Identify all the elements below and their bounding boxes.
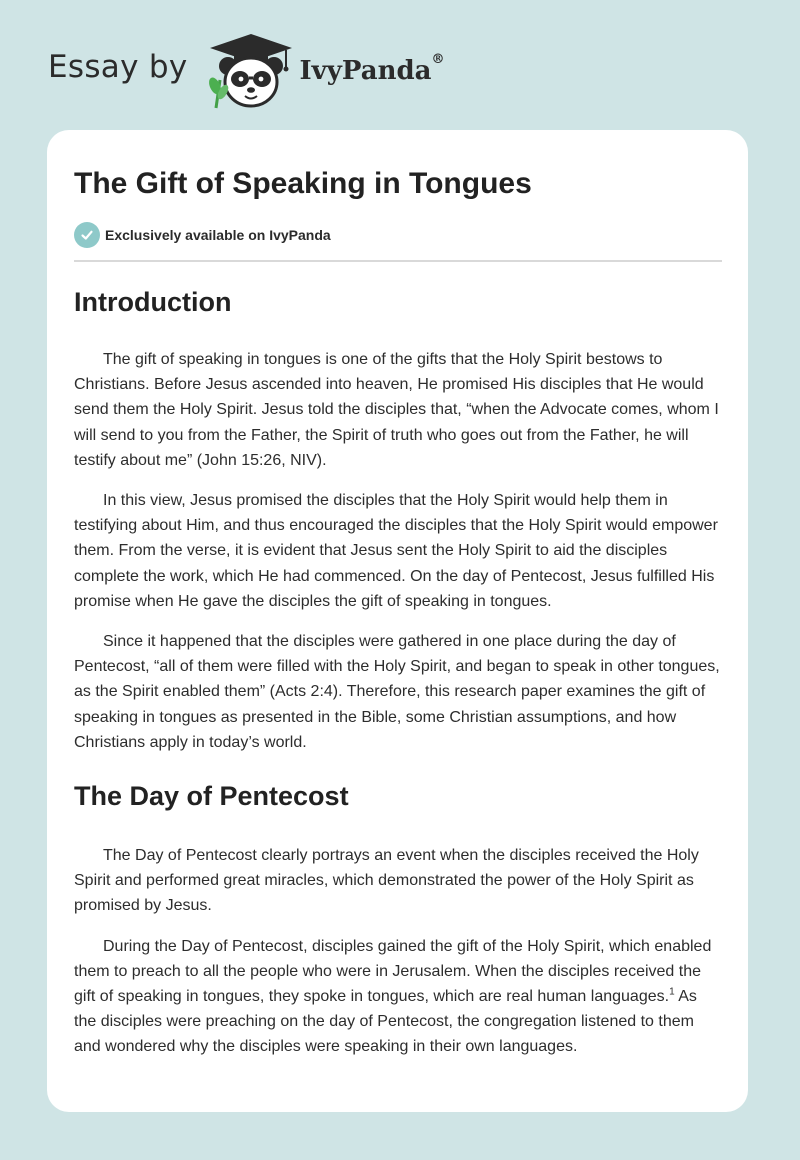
section-heading: Introduction [74,287,232,317]
paragraph: In this view, Jesus promised the disciples that the Holy Spirit would help them in testifying about Him, and thus encouraged the disciples that the Holy Spirit would empower them. From the verse, it is evident that Jesus sent the Holy Spirit to aid the disciples complete the work, which He had commenced. On the day of Pentecost, Jesus fulfilled His promise when He gave the disciples the gift of speaking in tongues. [74,492,718,610]
paragraph: The Day of Pentecost clearly portrays an event when the disciples received the Holy Spirit and performed great miracles, which demonstrated the power of the Holy Spirit as promised by Jesus. [74,847,699,915]
section-introduction [74,282,722,755]
site-header [48,30,445,110]
paragraph: Since it happened that the disciples were gathered in one place during the day of Pentecost, “all of them were filled with the Holy Spirit, and began to speak in other tongues, as the Spirit enabled them” (Acts 2:4). Therefore, this research paper examines the gift of speaking in tongues as presented in the Bible, some Christian assumptions, and how Christians apply in today’s world. [74,633,720,751]
brand-name[interactable]: IvyPanda® [299,52,445,86]
section-heading: The Day of Pentecost [74,781,349,812]
article-card [47,130,748,1112]
exclusive-badge [74,221,722,249]
paragraph: The gift of speaking in tongues is one of the gifts that the Holy Spirit bestows to Christians. Before Jesus ascended into heaven, He promised His disciples that He would send them the Holy Spirit. Jesus told the disciples that, “when the Advocate comes, whom I will send to you from the Father, the Spirit of truth who goes out from the Father, he will testify about me” (John 15:26, NIV). [74,351,719,469]
panda-graduate-icon[interactable] [206,30,296,110]
paragraph-text: During the Day of Pentecost, disciples gained the gift of the Holy Spirit, which enabled them to preach to all the people who were in Jerusalem. When the disciples received the gift of speaking in tongues, they spoke in tongues, which are real human languages. [74,937,712,1006]
exclusive-badge-text: Exclusively available on IvyPanda [105,227,331,243]
paragraph [74,934,722,1060]
registered-mark: ® [431,52,445,67]
footnote-marker[interactable]: 1 [669,986,675,998]
check-icon [74,222,100,248]
section-day-of-pentecost [74,776,722,1060]
divider [74,260,722,262]
essay-by-label: Essay by [48,49,188,85]
article-title: The Gift of Speaking in Tongues [74,167,532,200]
paragraph-text: As the disciples were preaching on the day of Pentecost, the congregation listened to them and wondered why the disciples were speaking in their own languages. [74,988,697,1056]
